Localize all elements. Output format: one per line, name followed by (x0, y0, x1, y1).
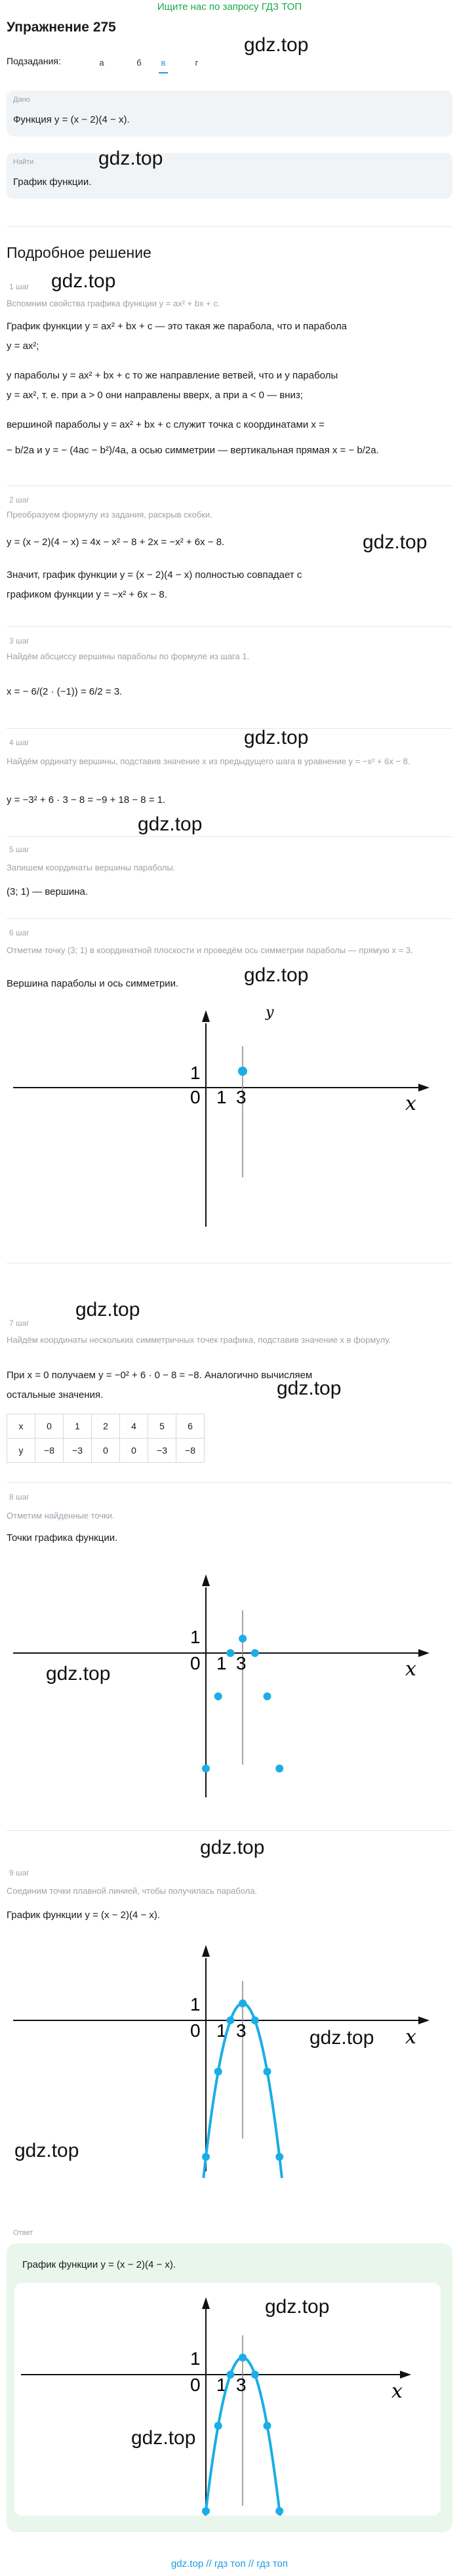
step-line: x = − 6/(2 · (−1)) = 6/2 = 3. (7, 686, 123, 697)
graph-point (275, 2507, 283, 2515)
find-text: График функции. (13, 176, 92, 188)
step-line: Значит, график функции y = (x − 2)(4 − x) полностью совпадает с (7, 569, 302, 581)
label-tick-one: 1 (216, 2020, 227, 2041)
table-cell: 1 (64, 1414, 92, 1439)
label-tick-one: 1 (216, 2375, 227, 2395)
x-axis-arrow (418, 2016, 429, 2024)
step-tag: 3 шаг (9, 636, 30, 645)
table-cell: −8 (35, 1439, 64, 1463)
step-hint: Найдём ординату вершины, подставив значение x из предыдущего шага в уравнение y = −x² + 6x − 8. (7, 756, 410, 766)
label-x: x (405, 1092, 416, 1115)
graph-point (226, 2371, 234, 2379)
label-zero: 0 (190, 1087, 201, 1107)
y-axis-arrow (202, 1010, 210, 1022)
graph-point (214, 2422, 222, 2430)
table-cell: 4 (120, 1414, 148, 1439)
label-zero: 0 (190, 2020, 201, 2041)
divider (7, 1482, 452, 1483)
watermark: gdz.top (265, 2296, 330, 2318)
table-cell: −3 (148, 1439, 176, 1463)
graph-point (214, 1692, 222, 1700)
label-three: 3 (236, 2375, 247, 2395)
label-tick-one: 1 (216, 1087, 227, 1107)
step-hint: Отметим найденные точки. (7, 1511, 115, 1521)
graph-point (251, 1649, 259, 1657)
values-table (7, 1414, 205, 1463)
table-cell: −8 (176, 1439, 205, 1463)
watermark: gdz.top (309, 2027, 374, 2049)
given-card (7, 91, 452, 136)
vertex-point (238, 1067, 247, 1076)
label-zero: 0 (190, 1653, 201, 1673)
step-line: остальные значения. (7, 1389, 104, 1400)
graph-point (251, 2371, 259, 2379)
watermark: gdz.top (244, 964, 309, 986)
graph-point (264, 1692, 271, 1700)
graph-point (202, 2153, 210, 2161)
step-hint: Вспомним свойства графика функции y = ax² + bx + c. (7, 298, 220, 308)
step-line: График функции y = ax² + bx + c — это такая же парабола, что и парабола (7, 321, 348, 332)
watermark: gdz.top (244, 727, 309, 748)
subtasks-label: Подзадания: (7, 56, 61, 66)
watermark: gdz.top (200, 1837, 265, 1858)
step-tag: 1 шаг (9, 282, 30, 291)
solution-title: Подробное решение (7, 244, 151, 261)
label-three: 3 (236, 1087, 247, 1107)
table-cell: 0 (120, 1439, 148, 1463)
step-line: y = (x − 2)(4 − x) = 4x − x² − 8 + 2x = −x² + 6x − 8. (7, 537, 225, 548)
step-tag: 8 шаг (9, 1492, 30, 1502)
step-tag: 2 шаг (9, 495, 30, 504)
step-line: графиком функции y = −x² + 6x − 8. (7, 589, 167, 600)
step-hint: Преобразуем формулу из задания, раскрыв скобки. (7, 510, 212, 520)
step-line: вершиной параболы y = ax² + bx + c служит точка с координатами x = (7, 419, 325, 430)
watermark: gdz.top (131, 2427, 196, 2449)
step-hint: Соединим точки плавной линией, чтобы получилась парабола. (7, 1886, 258, 1896)
answer-text: График функции y = (x − 2)(4 − x). (22, 2259, 176, 2270)
find-tag: Найти (13, 158, 34, 166)
table-cell: y (7, 1439, 35, 1463)
graph-vertex-axis (0, 997, 459, 1240)
graph-point (275, 1765, 283, 1772)
label-x: x (405, 1658, 416, 1681)
subtask-tab-a[interactable]: а (99, 58, 104, 68)
watermark: gdz.top (244, 34, 309, 56)
graph-point (264, 2422, 271, 2430)
label-three: 3 (236, 2020, 247, 2041)
label-one: 1 (190, 1627, 201, 1647)
y-axis-arrow (202, 1945, 210, 1957)
label-y: y (266, 1004, 274, 1021)
table-cell: 5 (148, 1414, 176, 1439)
graph-answer (14, 2283, 441, 2516)
step-line: у параболы y = ax² + bx + c то же направление ветвей, что и у параболы (7, 370, 338, 381)
y-axis-arrow (202, 1574, 210, 1586)
graph-point (239, 1999, 247, 2007)
graph-point (239, 2354, 247, 2361)
step-tag: 5 шаг (9, 845, 30, 854)
y-axis-arrow (202, 2297, 210, 2309)
answer-tag: Ответ (13, 2229, 33, 2237)
table-cell: x (7, 1414, 35, 1439)
graph-point (226, 1649, 234, 1657)
step-hint: Запишем координаты вершины параболы. (7, 863, 176, 872)
step-tag: 7 шаг (9, 1319, 30, 1328)
watermark: gdz.top (277, 1378, 342, 1399)
graph-point (275, 2153, 283, 2161)
step-line: Точки графика функции. (7, 1532, 118, 1544)
label-one: 1 (190, 1994, 201, 2014)
graph-point (239, 1635, 247, 1643)
x-axis-arrow (400, 2371, 411, 2379)
step-line: y = ax², т. е. при a > 0 они направлены вверх, а при a < 0 — вниз; (7, 390, 303, 401)
divider (7, 485, 452, 486)
footer-links[interactable]: gdz.top // гдз топ // гдз топ (170, 2558, 289, 2569)
given-text: Функция y = (x − 2)(4 − x). (13, 114, 130, 125)
table-cell: 6 (176, 1414, 205, 1439)
watermark: gdz.top (75, 1299, 140, 1320)
table-cell: 0 (35, 1414, 64, 1439)
table-row (7, 1414, 205, 1439)
divider (7, 226, 452, 227)
step-tag: 6 шаг (9, 928, 30, 937)
subtask-tab-b[interactable]: б (136, 58, 142, 68)
step-line: y = −3² + 6 · 3 − 8 = −9 + 18 − 8 = 1. (7, 794, 166, 806)
graph-point (251, 2016, 259, 2024)
graph-point (214, 2068, 222, 2075)
step-line: − b/2a и y = − (4ac − b²)/4a, а осью симметрии — вертикальная прямая x = − b/2a. (7, 445, 379, 456)
search-hint-link[interactable]: Ищите нас по запросу ГДЗ ТОП (157, 1, 302, 12)
step-line: При x = 0 получаем y = −0² + 6 · 0 − 8 = −8. Аналогично вычисляем (7, 1370, 313, 1381)
label-zero: 0 (190, 2375, 201, 2395)
table-cell: −3 (64, 1439, 92, 1463)
step-tag: 4 шаг (9, 738, 30, 747)
label-x: x (405, 2026, 416, 2049)
divider (7, 918, 452, 919)
table-row (7, 1439, 205, 1463)
divider (7, 626, 452, 627)
table-cell: 0 (92, 1439, 120, 1463)
step-line: Вершина параболы и ось симметрии. (7, 978, 179, 989)
watermark: gdz.top (138, 813, 203, 835)
step-line: График функции y = (x − 2)(4 − x). (7, 1910, 161, 1921)
graph-point (226, 2016, 234, 2024)
x-axis-arrow (418, 1084, 429, 1092)
step-tag: 9 шаг (9, 1868, 30, 1877)
step-line: y = ax²; (7, 340, 39, 352)
watermark: gdz.top (98, 148, 163, 169)
subtask-tab-g[interactable]: г (195, 58, 199, 68)
watermark: gdz.top (14, 2140, 79, 2161)
label-three: 3 (236, 1653, 247, 1673)
watermark: gdz.top (51, 270, 116, 292)
divider (7, 728, 452, 729)
graph-point (264, 2068, 271, 2075)
step-hint: Отметим точку (3; 1) в координатной плоскости и проведём ось симметрии параболы — прямую x = 3. (7, 945, 413, 955)
find-card (7, 153, 452, 199)
watermark: gdz.top (46, 1663, 111, 1685)
subtask-tab-v[interactable]: в (153, 54, 173, 72)
label-x: x (391, 2380, 403, 2403)
label-one: 1 (190, 2348, 201, 2369)
graph-point (202, 1765, 210, 1772)
x-axis-arrow (418, 1649, 429, 1657)
label-one: 1 (190, 1063, 201, 1083)
graph-point (202, 2507, 210, 2515)
given-tag: Дано (13, 96, 30, 104)
step-hint: Найдём абсциссу вершины параболы по формуле из шага 1. (7, 651, 250, 661)
step-line: (3; 1) — вершина. (7, 886, 89, 897)
divider (7, 1830, 452, 1831)
table-cell: 2 (92, 1414, 120, 1439)
watermark: gdz.top (363, 531, 428, 553)
page-title: Упражнение 275 (7, 20, 116, 35)
step-hint: Найдём координаты нескольких симметричных точек графика, подставив значение x в формулу. (7, 1335, 391, 1345)
divider (7, 836, 452, 837)
label-tick-one: 1 (216, 1653, 227, 1673)
